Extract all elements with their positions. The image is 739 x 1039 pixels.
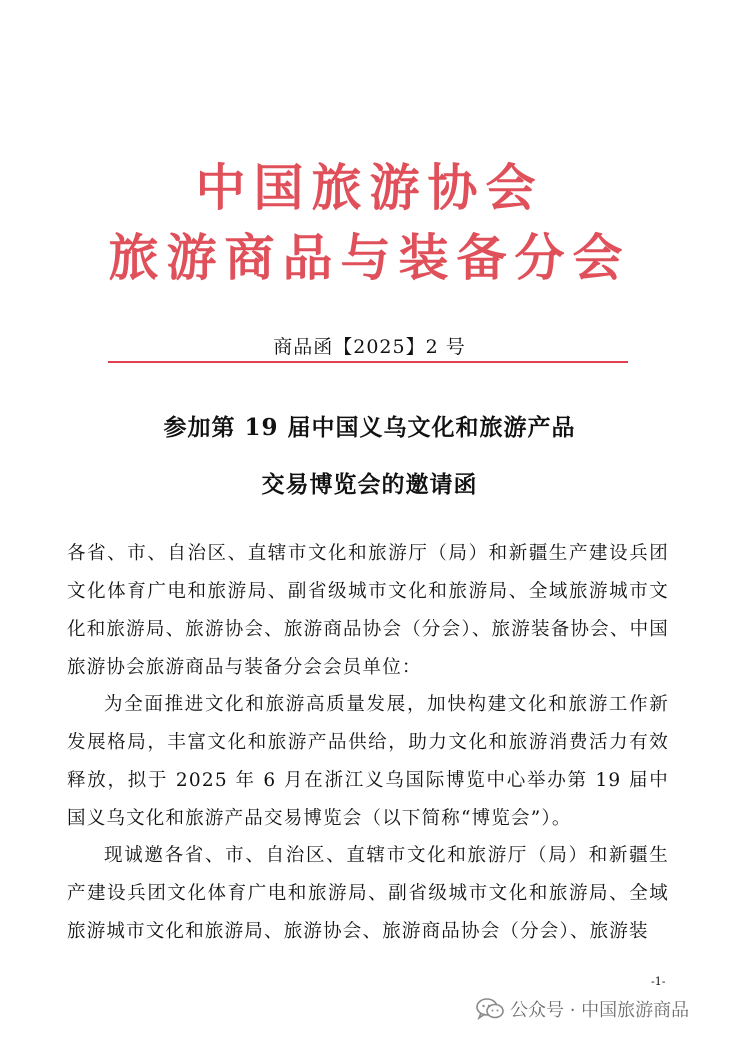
document-title-line2: 交易博览会的邀请函 <box>261 471 478 498</box>
org-name-line2: 旅游商品与装备分会 <box>108 228 631 287</box>
document-number: 商品函【2025】2 号 <box>273 336 466 358</box>
wechat-watermark <box>476 996 689 1022</box>
addressee-paragraph: 各省、市、自治区、直辖市文化和旅游厅（局）和新疆生产建设兵团文化体育广电和旅游局、副省级城市文化和旅游局、全域旅游城市文化和旅游局、旅游协会、旅游商品协会（分会）、旅游装备协会、中国旅游协会旅游商品与装备分会会员单位： <box>67 543 669 678</box>
body-paragraph-2: 现诚邀各省、市、自治区、直辖市文化和旅游厅（局）和新疆生产建设兵团文化体育广电和旅游局、副省级城市文化和旅游局、全域旅游城市文化和旅游局、旅游协会、旅游商品协会（分会）、旅游装 <box>67 845 669 942</box>
page-number: -1- <box>651 975 666 988</box>
org-name-line1: 中国旅游协会 <box>195 158 544 217</box>
document-title-line1: 参加第 19 届中国义乌文化和旅游产品 <box>163 414 576 441</box>
body-paragraph-1: 为全面推进文化和旅游高质量发展，加快构建文化和旅游工作新发展格局，丰富文化和旅游产品供给，助力文化和旅游消费活力有效释放，拟于 2025 年 6 月在浙江义乌国际博览中心举办第 19 届中国义乌文化和旅游产品交易博览会（以下简称“博览会”）。 <box>67 694 669 829</box>
red-divider <box>108 361 628 363</box>
watermark-text: 公众号 · 中国旅游商品 <box>510 1000 690 1021</box>
wechat-icon <box>476 998 504 1020</box>
